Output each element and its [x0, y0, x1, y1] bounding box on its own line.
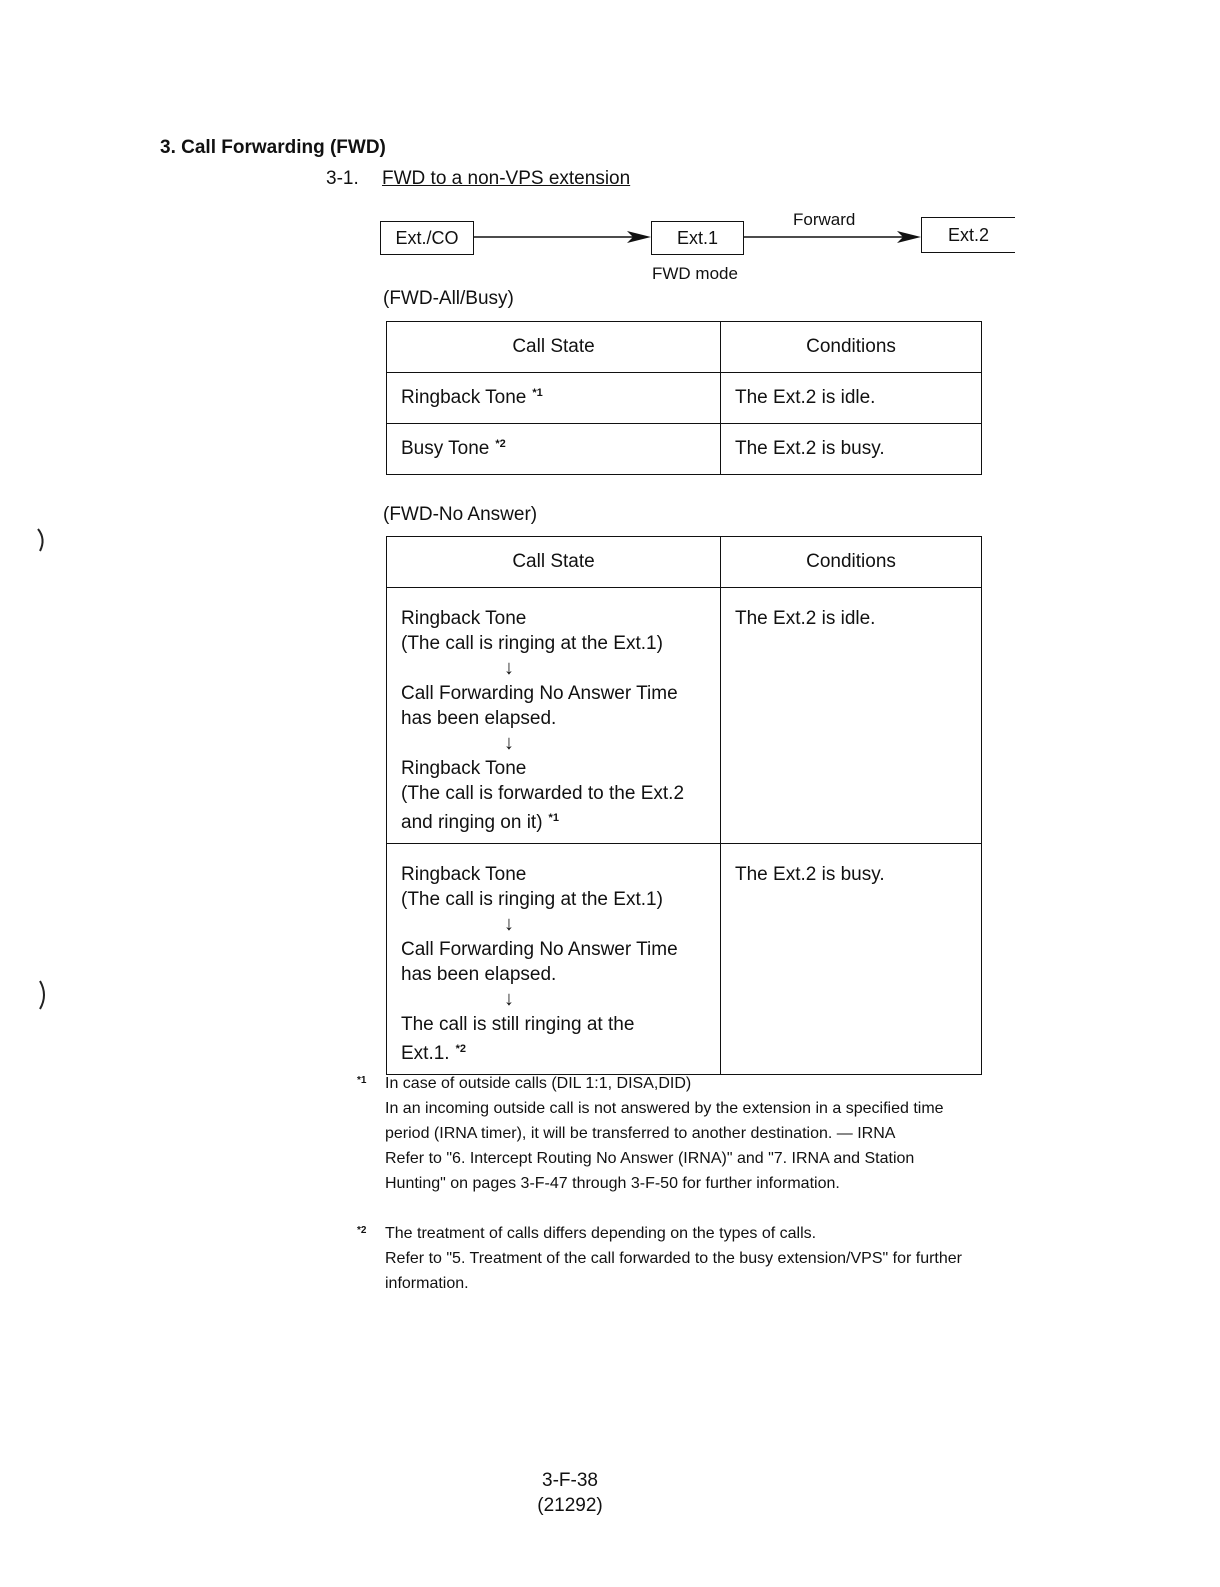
footnote-1-mark: *1: [357, 1075, 367, 1086]
scan-binding-marks: [28, 525, 58, 1025]
table-no-answer-caption: (FWD-No Answer): [383, 504, 538, 525]
flow-diagram-arrows: [0, 0, 1220, 300]
call-state-cell: Busy Tone $^{*2}$: [387, 424, 721, 475]
footnote-mark: *2: [455, 1043, 466, 1055]
down-arrow-icon: ↓: [504, 732, 514, 754]
down-arrow-icon: ↓: [504, 657, 514, 679]
condition-cell: The Ext.2 is busy.: [721, 844, 982, 1075]
table-row: [387, 424, 982, 475]
footnote-2: The treatment of calls differs depending on the types of calls. Refer to "5. Treatment of the call forwarded to the busy extension/VPS" for further information.: [385, 1225, 962, 1292]
table-row: [387, 844, 982, 1075]
section-title: 3. Call Forwarding (FWD): [160, 137, 386, 158]
subsection-title: FWD to a non-VPS extension: [382, 168, 631, 189]
table-row: [387, 588, 982, 844]
node-ext2: Ext.2: [921, 217, 1015, 253]
table-no-answer: [386, 536, 982, 1075]
table-header-row: [387, 537, 982, 588]
footnote-mark: *1: [532, 387, 543, 399]
call-state-cell: Ringback Tone (The call is ringing at the Ext.1) ↓ Call Forwarding No Answer Time has been elapsed. ↓ The call is still ringing at the Ext.1. $^{*2}$: [387, 844, 721, 1075]
header-conditions: Conditions: [721, 322, 982, 373]
table-row: [387, 373, 982, 424]
node-ext1: Ext.1: [651, 221, 744, 255]
forward-label: Forward: [793, 210, 856, 229]
table-all-busy-caption: (FWD-All/Busy): [383, 288, 514, 309]
table-header-row: [387, 322, 982, 373]
node-ext-co: Ext./CO: [380, 221, 474, 255]
condition-cell: The Ext.2 is idle.: [721, 373, 982, 424]
condition-cell: The Ext.2 is busy.: [721, 424, 982, 475]
header-conditions: Conditions: [721, 537, 982, 588]
footnote-1: In case of outside calls (DIL 1:1, DISA,DID) In an incoming outside call is not answered by the extension in a specified time period (IRNA timer), it will be transferred to another destination. — IRNA Refer to "6. Intercept Routing No Answer (IRNA)" and "7. IRNA and Station Hunting" on pages 3-F-47 through 3-F-50 for further information.: [385, 1075, 944, 1192]
header-call-state: Call State: [387, 537, 721, 588]
fwd-mode-label: FWD mode: [652, 264, 738, 283]
footnote-mark: *1: [548, 812, 559, 824]
down-arrow-icon: ↓: [504, 988, 514, 1010]
header-call-state: Call State: [387, 322, 721, 373]
condition-cell: The Ext.2 is idle.: [721, 588, 982, 844]
call-state-cell: Ringback Tone (The call is ringing at the Ext.1) ↓ Call Forwarding No Answer Time has been elapsed. ↓ Ringback Tone (The call is forwarded to the Ext.2 and ringing on it) $^{*1}$: [387, 588, 721, 844]
page-footer: [500, 1468, 640, 1518]
table-all-busy: [386, 321, 982, 475]
page-number: 3-F-38: [542, 1470, 598, 1491]
call-state-cell: Ringback Tone $^{*1}$: [387, 373, 721, 424]
document-code: (21292): [537, 1495, 603, 1516]
subsection-number: 3-1.: [326, 168, 359, 189]
down-arrow-icon: ↓: [504, 913, 514, 935]
footnote-mark: *2: [495, 438, 506, 450]
footnote-2-mark: *2: [357, 1225, 367, 1236]
